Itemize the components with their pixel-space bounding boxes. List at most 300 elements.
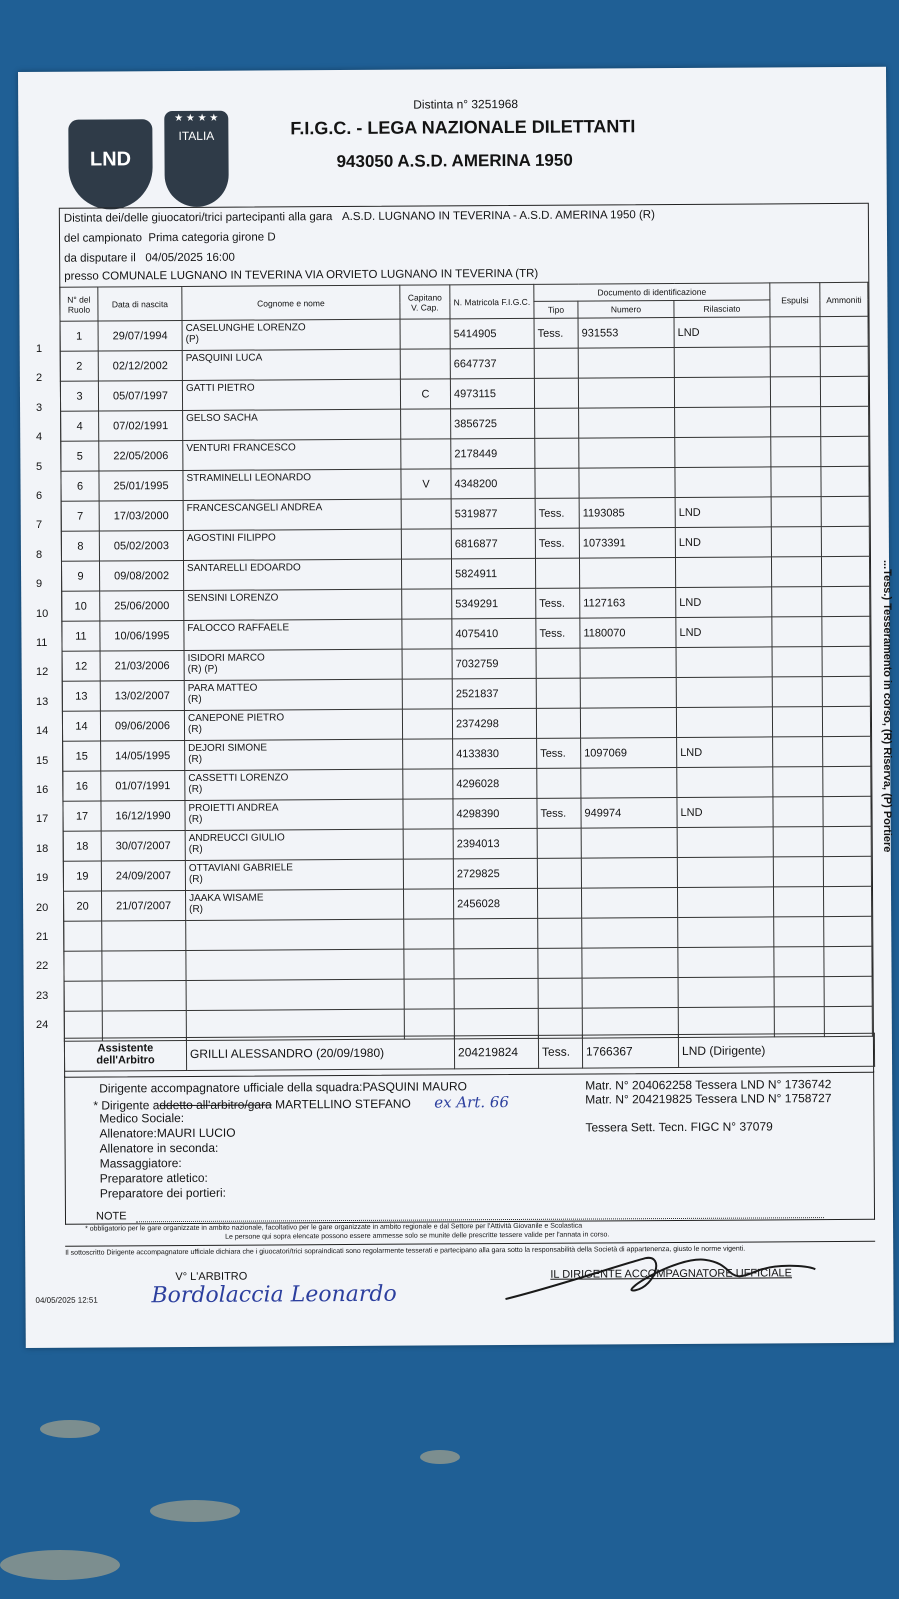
ammoniti-cell [821, 496, 869, 526]
doc-numero [579, 407, 675, 438]
doc-rilasciato [677, 767, 773, 798]
doc-numero [580, 647, 676, 678]
matricola [454, 978, 538, 1009]
birth-date: 24/09/2007 [101, 860, 185, 891]
player-name [184, 649, 402, 680]
distinta-number: Distinta n° 3251968 [413, 96, 519, 112]
col-nascita: Data di nascita [98, 287, 182, 322]
player-name-text: VENTURI FRANCESCO [186, 442, 296, 454]
birth-date: 21/03/2006 [100, 650, 184, 681]
col-numero: Numero [578, 300, 674, 318]
player-name [185, 769, 403, 800]
ammoniti-cell [824, 946, 872, 976]
matricola: 2394013 [453, 828, 537, 859]
lnd-logo: LND [68, 119, 153, 210]
matricola: 2521837 [452, 678, 536, 709]
player-name-text: SENSINI LORENZO [187, 592, 279, 604]
player-note: (R) [188, 783, 203, 795]
stars-icon: ★ ★ ★ ★ [174, 112, 219, 125]
table-row [62, 706, 870, 741]
doc-rilasciato: LND [674, 317, 770, 348]
doc-rilasciato: LND [675, 497, 771, 528]
preparatore-portieri-line: Preparatore dei portieri: [99, 1185, 226, 1201]
espulsi-cell [770, 377, 820, 407]
row-number: 16 [63, 771, 101, 801]
matricola: 4973115 [450, 378, 534, 409]
doc-rilasciato [674, 347, 770, 378]
dirigente-signature-scribble [495, 1245, 825, 1307]
massaggiatore-line: Massaggiatore: [99, 1156, 182, 1171]
doc-rilasciato: LND [676, 617, 772, 648]
table-row [64, 976, 872, 1011]
note-line [136, 1217, 824, 1222]
doc-tipo [534, 348, 578, 378]
matricola: 3856725 [451, 408, 535, 439]
col-rilasciato: Rilasciato [674, 300, 770, 318]
assistant-label: Assistente dell'Arbitro [64, 1037, 186, 1071]
doc-rilasciato: LND [675, 527, 771, 558]
doc-rilasciato [676, 677, 772, 708]
player-name-text: STRAMINELLI LEONARDO [186, 472, 312, 484]
captain-mark [401, 409, 451, 439]
outer-row-number: 5 [36, 460, 43, 473]
birth-date: 13/02/2007 [100, 680, 184, 711]
player-name [185, 859, 403, 890]
birth-date: 09/06/2006 [100, 710, 184, 741]
espulsi-cell [771, 557, 821, 587]
birth-date: 16/12/1990 [101, 800, 185, 831]
player-name-text: SANTARELLI EDOARDO [187, 562, 301, 574]
ammoniti-cell [824, 916, 872, 946]
captain-mark [400, 349, 450, 379]
doc-tipo: Tess. [537, 738, 581, 768]
addetto-matricola: Matr. N° 204219825 Tessera LND N° 1758727 [585, 1091, 832, 1107]
row-number: 14 [62, 711, 100, 741]
player-name-text [189, 922, 400, 923]
paint-speck [40, 1420, 100, 1438]
captain-mark [402, 589, 452, 619]
outer-row-number: 6 [36, 490, 43, 502]
table-row [63, 736, 871, 771]
table-row [62, 676, 870, 711]
ammoniti-cell [822, 706, 870, 736]
matricola: 4348200 [451, 468, 535, 499]
captain-mark [402, 649, 452, 679]
print-timestamp: 04/05/2025 12:51 [35, 1295, 98, 1305]
captain-mark [404, 979, 454, 1009]
assistant-matricola: 204219824 [454, 1035, 538, 1069]
preparatore-line: Preparatore atletico: [99, 1170, 208, 1186]
championship-line: del campionato Prima categoria girone D [63, 231, 276, 245]
player-note: (R) [188, 843, 203, 855]
matricola [454, 948, 538, 979]
lineup-sheet [18, 67, 894, 1348]
espulsi-cell [772, 677, 822, 707]
ammoniti-cell [823, 766, 871, 796]
doc-tipo [537, 768, 581, 798]
espulsi-cell [772, 587, 822, 617]
espulsi-cell [771, 467, 821, 497]
ammoniti-cell [822, 616, 870, 646]
row-number: 12 [62, 651, 100, 681]
espulsi-cell [773, 887, 823, 917]
ammoniti-cell [821, 406, 869, 436]
col-nome: Cognome e nome [182, 285, 400, 320]
player-name [184, 679, 402, 710]
col-documento: Documento di identificazione [534, 283, 770, 301]
player-note [190, 1012, 401, 1013]
table-row [60, 316, 868, 351]
player-name [184, 589, 402, 620]
venue-line: presso COMUNALE LUGNANO IN TEVERINA VIA ORVIETO LUGNANO IN TEVERINA (TR) [64, 267, 539, 283]
outer-row-number: 18 [36, 842, 49, 855]
table-row [60, 376, 868, 411]
captain-mark [403, 769, 453, 799]
captain-mark [403, 739, 453, 769]
birth-date [102, 980, 186, 1011]
matricola: 4075410 [452, 618, 536, 649]
row-number: 10 [62, 591, 100, 621]
outer-row-number: 21 [36, 931, 49, 943]
espulsi-cell [772, 647, 822, 677]
row-number: 9 [61, 561, 99, 591]
dirigente-signature-label: IL DIRIGENTE ACCOMPAGNATORE UFFICIALE [550, 1267, 793, 1281]
doc-tipo [535, 558, 579, 588]
birth-date [102, 920, 186, 951]
espulsi-cell [772, 707, 822, 737]
captain-mark [403, 859, 453, 889]
matricola: 6816877 [451, 528, 535, 559]
birth-date: 14/05/1995 [101, 740, 185, 771]
player-note: (R) [189, 903, 204, 915]
doc-numero [579, 467, 675, 498]
ammoniti-cell [820, 376, 868, 406]
player-name-text: GELSO SACHA [186, 412, 258, 424]
outer-row-number: 11 [36, 637, 48, 649]
espulsi-cell [771, 437, 821, 467]
doc-numero: 1097069 [581, 737, 677, 768]
table-row [63, 826, 871, 861]
club-name: 943050 A.S.D. AMERINA 1950 [336, 150, 573, 172]
captain-mark [401, 559, 451, 589]
legend-side-text: ...Tess.) Tesseramento in corso, (R) Riserva, (P) Portiere [881, 560, 893, 853]
doc-tipo: Tess. [536, 618, 580, 648]
birth-date: 05/07/1997 [98, 381, 182, 412]
captain-mark [403, 799, 453, 829]
handwritten-note: ex Art. 66 [434, 1093, 510, 1112]
table-row [62, 646, 870, 681]
player-name [186, 919, 404, 950]
player-note [190, 982, 401, 983]
outer-row-number: 20 [36, 901, 49, 914]
ammoniti-cell [822, 586, 870, 616]
assistant-name: GRILLI ALESSANDRO (20/09/1980) [186, 1036, 454, 1071]
ammoniti-cell [820, 346, 868, 376]
doc-numero [581, 887, 677, 918]
espulsi-cell [771, 497, 821, 527]
captain-mark [401, 439, 451, 469]
allenatore2-line: Allenatore in seconda: [99, 1140, 219, 1156]
player-name [184, 709, 402, 740]
espulsi-cell [773, 767, 823, 797]
player-name [182, 319, 400, 350]
outer-row-number: 9 [36, 578, 43, 591]
table-row [63, 796, 871, 831]
outer-row-number: 3 [36, 401, 43, 414]
player-name-text: GATTI PIETRO [185, 382, 255, 394]
player-name-text [190, 982, 401, 983]
doc-rilasciato [678, 977, 774, 1008]
doc-rilasciato [675, 407, 771, 438]
doc-tipo [534, 378, 578, 408]
doc-tipo [537, 888, 581, 918]
espulsi-cell [773, 857, 823, 887]
ammoniti-cell [822, 676, 870, 706]
document-title: F.I.G.C. - LEGA NAZIONALE DILETTANTI [290, 116, 636, 139]
player-note: (R) [188, 753, 203, 765]
birth-date: 01/07/1991 [101, 770, 185, 801]
row-number: 20 [64, 891, 102, 921]
ammoniti-cell [821, 466, 869, 496]
espulsi-cell [770, 317, 820, 347]
captain-mark [403, 889, 453, 919]
espulsi-cell [771, 407, 821, 437]
ammoniti-cell [824, 976, 872, 1006]
doc-numero [578, 347, 674, 378]
date-line: da disputare il 04/05/2025 16:00 [64, 251, 235, 265]
outer-row-number: 23 [36, 989, 49, 1002]
row-number: 5 [61, 441, 99, 471]
player-name-text: FRANCESCANGELI ANDREA [186, 502, 323, 514]
player-name-text: OTTAVIANI GABRIELE [188, 862, 294, 874]
matricola: 5349291 [452, 588, 536, 619]
matricola: 5824911 [451, 558, 535, 589]
doc-numero [582, 917, 678, 948]
ammoniti-cell [823, 856, 871, 886]
allenatore-line: Allenatore:MAURI LUCIO [99, 1125, 236, 1141]
row-number: 17 [63, 801, 101, 831]
doc-rilasciato: LND [677, 737, 773, 768]
matricola [454, 918, 538, 949]
player-name-text: CASSETTI LORENZO [188, 772, 289, 784]
match-line: Distinta dei/delle giuocatori/trici partecipanti alla gara A.S.D. LUGNANO IN TEVERINA - A.S.D. AMERINA 1950 (R) [63, 209, 655, 225]
doc-tipo: Tess. [537, 798, 581, 828]
espulsi-cell [773, 737, 823, 767]
matricola: 4296028 [453, 768, 537, 799]
matricola: 7032759 [452, 648, 536, 679]
doc-numero: 931553 [578, 317, 674, 348]
player-name [183, 409, 401, 440]
captain-mark [403, 829, 453, 859]
matricola: 2729825 [453, 858, 537, 889]
player-name-text: FALOCCO RAFFAELE [187, 622, 290, 634]
table-row [60, 346, 868, 381]
outer-row-number: 1 [36, 343, 43, 355]
player-note: (R) [188, 813, 203, 825]
row-number: 6 [61, 471, 99, 501]
doc-numero: 1073391 [579, 527, 675, 558]
row-number: 7 [61, 501, 99, 531]
birth-date: 02/12/2002 [98, 351, 182, 382]
player-name-text: ISIDORI MARCO [187, 652, 265, 664]
row-number [64, 951, 102, 981]
player-note [189, 922, 400, 923]
doc-tipo [536, 708, 580, 738]
player-name [185, 799, 403, 830]
player-name-text [190, 1012, 401, 1013]
doc-rilasciato [676, 707, 772, 738]
birth-date: 10/06/1995 [100, 620, 184, 651]
doc-tipo: Tess. [534, 318, 578, 348]
doc-tipo: Tess. [535, 528, 579, 558]
player-name-text: PASQUINI LUCA [185, 352, 263, 364]
assistant-tipo: Tess. [538, 1035, 582, 1068]
espulsi-cell [774, 917, 824, 947]
assistant-rilasciato: LND (Dirigente) [678, 1033, 874, 1067]
espulsi-cell [771, 527, 821, 557]
matricola: 2178449 [451, 438, 535, 469]
table-row [64, 886, 872, 921]
player-note: (R) [187, 723, 202, 735]
player-note: (P) [185, 333, 200, 345]
table-row [61, 496, 869, 531]
ammoniti-cell [821, 526, 869, 556]
italia-label: ITALIA [178, 128, 215, 144]
birth-date: 07/02/1991 [99, 411, 183, 442]
doc-numero [582, 977, 678, 1008]
birth-date: 09/08/2002 [99, 560, 183, 591]
captain-mark: V [401, 469, 451, 499]
paint-speck [420, 1450, 460, 1464]
allenatore-tessera: Tessera Sett. Tecn. FIGC N° 37079 [585, 1119, 773, 1135]
espulsi-cell [773, 827, 823, 857]
doc-rilasciato [677, 887, 773, 918]
table-row [62, 616, 870, 651]
ammoniti-cell [821, 436, 869, 466]
assistant-numero: 1766367 [582, 1034, 678, 1068]
ammoniti-cell [821, 556, 869, 586]
doc-rilasciato [677, 827, 773, 858]
dirigente-line: Dirigente accompagnatore ufficiale della squadra:PASQUINI MAURO [99, 1079, 467, 1096]
declaration-text: Il sottoscritto Dirigente accompagnatore ufficiale dichiara che i giuocatori/trici sopraindicati sono regolarmente tesserati e partecipano alla gara sotto la responsabilità della Società di appartenenza, giusto le norme vigenti. [65, 1245, 746, 1257]
doc-tipo [538, 948, 582, 978]
birth-date: 29/07/1994 [98, 321, 182, 352]
outer-row-number: 24 [36, 1019, 49, 1032]
doc-tipo [535, 438, 579, 468]
doc-numero: 949974 [581, 797, 677, 828]
table-row [61, 406, 869, 441]
doc-tipo: Tess. [535, 498, 579, 528]
medico-line: Medico Sociale: [99, 1111, 185, 1126]
player-name [183, 499, 401, 530]
doc-tipo [538, 978, 582, 1008]
ammoniti-cell [823, 736, 871, 766]
captain-mark [402, 709, 452, 739]
birth-date: 21/07/2007 [102, 890, 186, 921]
arbitro-label: V° L'ARBITRO [175, 1270, 248, 1284]
player-name-text: PROIETTI ANDREA [188, 802, 279, 814]
doc-numero [581, 767, 677, 798]
table-row [61, 466, 869, 501]
ammoniti-cell [823, 826, 871, 856]
player-name [186, 949, 404, 980]
table-row [61, 436, 869, 471]
doc-numero [580, 707, 676, 738]
addetto-line: * Dirigente addetto all'arbitro/gara MARTELLINO STEFANO ex Art. 66 [93, 1093, 510, 1113]
row-number: 2 [60, 351, 98, 381]
col-ammoniti: Ammoniti [820, 282, 868, 316]
figc-italia-logo [164, 111, 229, 207]
doc-rilasciato: LND [676, 587, 772, 618]
col-espulsi: Espulsi [770, 283, 820, 317]
row-number: 4 [61, 411, 99, 441]
player-note: (R) [187, 693, 202, 705]
outer-row-number: 12 [36, 666, 49, 679]
doc-numero [581, 827, 677, 858]
captain-mark [401, 529, 451, 559]
row-number: 18 [63, 831, 101, 861]
players-table [59, 282, 873, 1042]
player-note [189, 952, 400, 953]
matricola: 5414905 [450, 318, 534, 349]
doc-rilasciato [674, 377, 770, 408]
player-note: (R) (P) [187, 663, 218, 675]
matricola: 2456028 [453, 888, 537, 919]
assistant-table [64, 1033, 875, 1072]
outer-row-number: 16 [36, 784, 49, 796]
table-row [61, 556, 869, 591]
table-row [64, 946, 872, 981]
doc-rilasciato [675, 557, 771, 588]
row-number [64, 981, 102, 1011]
player-note: (R) [188, 873, 203, 885]
birth-date: 05/02/2003 [99, 530, 183, 561]
ammoniti-cell [822, 646, 870, 676]
arbitro-signature: Bordolaccia Leonardo [151, 1281, 397, 1309]
matricola: 2374298 [452, 708, 536, 739]
fine-print-2: Le persone qui sopra elencate possono essere ammesse solo se munite delle prescritte tessere valide per l'annata in corso. [225, 1231, 610, 1241]
row-number: 3 [60, 381, 98, 411]
outer-row-number: 22 [36, 960, 49, 973]
outer-row-number: 17 [36, 813, 49, 826]
doc-tipo [537, 828, 581, 858]
espulsi-cell [774, 977, 824, 1007]
captain-mark [404, 949, 454, 979]
paint-speck [0, 1550, 120, 1580]
birth-date: 25/06/2000 [100, 590, 184, 621]
player-name [182, 349, 400, 380]
birth-date [102, 950, 186, 981]
outer-row-number: 4 [36, 431, 43, 444]
table-row [64, 916, 872, 951]
doc-numero [582, 947, 678, 978]
row-number: 13 [62, 681, 100, 711]
row-number: 19 [63, 861, 101, 891]
espulsi-cell [770, 347, 820, 377]
table-row [63, 766, 871, 801]
player-name [183, 469, 401, 500]
row-number: 8 [61, 531, 99, 561]
doc-rilasciato [675, 437, 771, 468]
col-matricola: N. Matricola F.I.G.C. [450, 284, 534, 319]
table-row [62, 586, 870, 621]
matricola: 4298390 [453, 798, 537, 829]
note-label: NOTE [95, 1210, 127, 1223]
doc-numero: 1180070 [580, 617, 676, 648]
doc-rilasciato [675, 467, 771, 498]
captain-mark [402, 619, 452, 649]
paint-speck [150, 1500, 240, 1522]
